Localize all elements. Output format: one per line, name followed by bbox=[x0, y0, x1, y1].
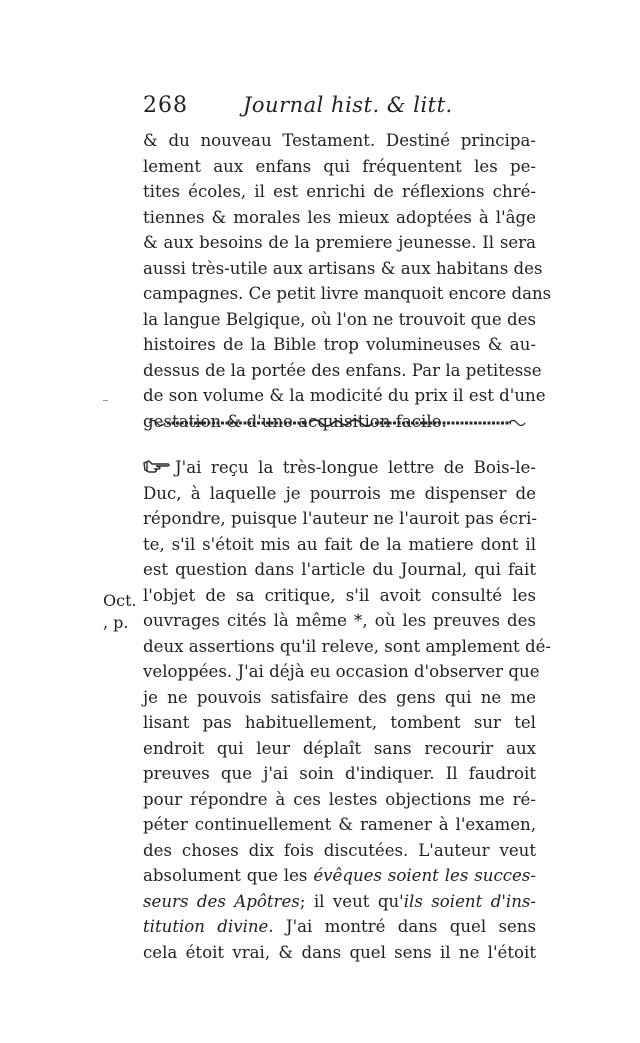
italic-text-run: seurs des Apôtres bbox=[143, 891, 300, 911]
text-line: & du nouveau Testament. Destiné principa- bbox=[143, 131, 536, 150]
text-line: dessus de la portée des enfans. Par la petitesse bbox=[143, 360, 542, 380]
paragraph-1 bbox=[143, 128, 552, 434]
text-line: répondre, puisque l'auteur ne l'auroit pas écri- bbox=[143, 509, 538, 528]
text-run: absolument que les bbox=[143, 866, 314, 885]
text-line: & aux besoins de la premiere jeunesse. Il sera bbox=[143, 233, 536, 252]
running-header bbox=[143, 93, 483, 125]
text-line bbox=[143, 455, 536, 481]
text-line: lement aux enfans qui fréquentent les pe- bbox=[143, 156, 536, 176]
margin-note: , p. bbox=[103, 613, 129, 632]
text-line: de son volume & la modicité du prix il est d'une bbox=[143, 386, 546, 405]
italic-text-run: titution divine. bbox=[143, 917, 274, 936]
page-number: 268 bbox=[143, 93, 188, 118]
margin-note: Oct. bbox=[103, 591, 137, 610]
text-line: je ne pouvois satisfaire des gens qui ne me bbox=[143, 687, 536, 707]
text-line: veloppées. J'ai déjà eu occasion d'observer que bbox=[143, 662, 540, 681]
italic-text-run: ils soient d'ins- bbox=[403, 891, 537, 911]
text-line bbox=[143, 914, 536, 940]
text-line: est question dans l'article du Journal, qui fait bbox=[143, 560, 536, 579]
running-title: Journal hist. & litt. bbox=[243, 93, 453, 117]
text-run: ; il veut qu' bbox=[299, 891, 404, 911]
decorative-rule-ornament bbox=[147, 416, 527, 430]
text-line: lisant pas habituellement, tombent sur tel bbox=[143, 713, 536, 732]
text-line: péter continuellement & ramener à l'examen, bbox=[143, 815, 536, 834]
text-run: J'ai montré dans quel sens bbox=[273, 917, 536, 936]
text-line: gestation & d'une acquisition facile. bbox=[143, 411, 447, 431]
text-line: pour répondre à ces lestes objections me ré- bbox=[143, 789, 536, 809]
text-line: aussi très-utile aux artisans & aux habitans des bbox=[143, 258, 543, 278]
text-line bbox=[143, 889, 536, 915]
text-line bbox=[143, 863, 536, 889]
paragraph-2 bbox=[143, 455, 552, 965]
margin-speck bbox=[103, 400, 108, 401]
text-line: histoires de la Bible trop volumineuses & au- bbox=[143, 335, 536, 354]
text-line: deux assertions qu'il releve, sont amplement dé- bbox=[143, 636, 552, 656]
pointing-hand-icon bbox=[143, 457, 171, 475]
text-line: Duc, à laquelle je pourrois me dispenser de bbox=[143, 483, 536, 503]
text-line: preuves que j'ai soin d'indiquer. Il faudroit bbox=[143, 764, 536, 783]
text-line: l'objet de sa critique, s'il avoit consulté les bbox=[143, 585, 536, 605]
text-line: campagnes. Ce petit livre manquoit encore dans bbox=[143, 284, 552, 303]
italic-text-run: évêques soient les succes- bbox=[313, 866, 536, 885]
text-line: tites écoles, il est enrichi de réflexions chré- bbox=[143, 182, 536, 201]
text-line: ouvrages cités là même *, où les preuves des bbox=[143, 611, 536, 630]
text-line: des choses dix fois discutées. L'auteur veut bbox=[143, 840, 536, 860]
text-line: la langue Belgique, où l'on ne trouvoit que des bbox=[143, 309, 536, 329]
text-line: cela étoit vrai, & dans quel sens il ne l'étoit bbox=[143, 942, 536, 962]
text-line: endroit qui leur déplaît sans recourir aux bbox=[143, 738, 536, 758]
text-line: tiennes & morales les mieux adoptées à l'âge bbox=[143, 207, 536, 227]
text-line-content: J'ai reçu la très-longue lettre de Bois-le- bbox=[175, 458, 536, 477]
text-line: te, s'il s'étoit mis au fait de la matiere dont il bbox=[143, 534, 536, 554]
